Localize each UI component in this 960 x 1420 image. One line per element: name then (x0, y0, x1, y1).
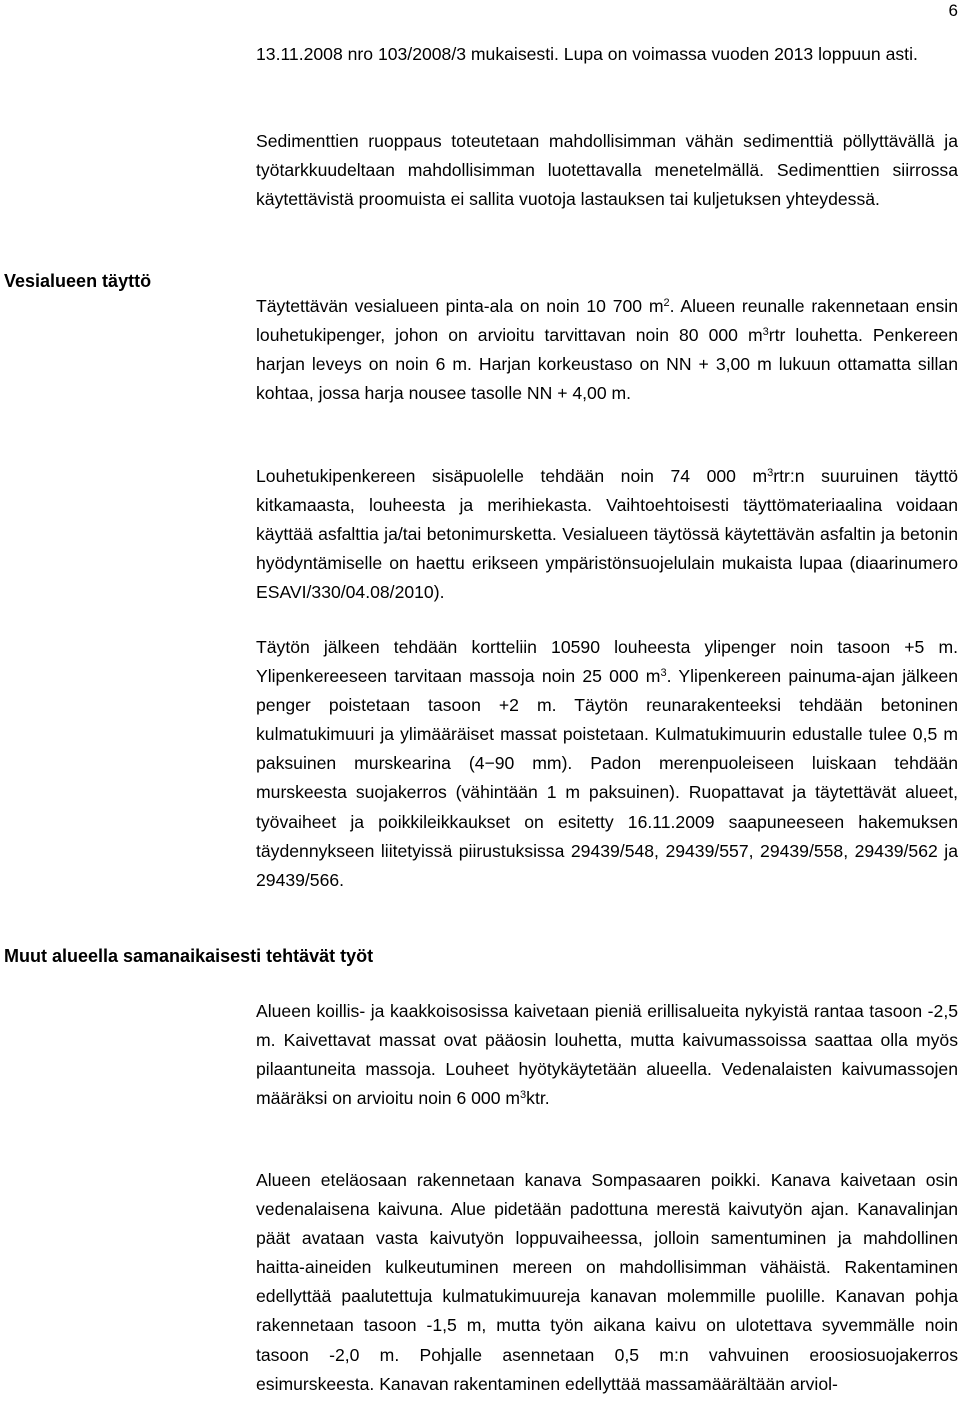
superscript: 3 (660, 667, 667, 680)
text-run: Alueen koillis- ja kaakkoisosissa kaivetaan pieniä erillisalueita nykyistä rantaa tasoon -2,5 m. Kaivettavat massat ovat pääosin louhetta, mutta kaivumassoissa saattaa olla myös pilaantuneita massoja. Louheet hyötykäytetään alueella. Vedenalaisten kaivumassojen määräksi on arvioitu noin 6 000 m (256, 1001, 958, 1109)
page-number: 6 (948, 1, 958, 20)
paragraph-overfill (256, 633, 958, 895)
text-run: ktr. (526, 1088, 550, 1109)
section-heading-other-works: Muut alueella samanaikaisesti tehtävät työt (4, 946, 374, 966)
paragraph-fill-materials (256, 462, 958, 607)
text-run: Täytön jälkeen tehdään kortteliin 10590 louheesta ylipenger noin tasoon +5 m. Ylipenkereeseen tarvitaan massoja noin 25 000 m (256, 637, 958, 687)
text-run: . Ylipenkereen painuma-ajan jälkeen penger poistetaan tasoon +2 m. Täytön reunarakenteeksi tehdään betoninen kulmatukimuuri ja ylimääräiset massat poistetaan. Kulmatukimuurin edustalle tulee 0,5 m paksuinen murskearina (4−90 mm). Padon merenpuoleiseen luiskaan tehdään murskeesta suojakerros (vähintään 1 m paksuinen). Ruopattavat ja täytettävät alueet, työvaiheet ja poikkileikkaukset on esitetty 16.11.2009 saapuneeseen hakemuksen täydennykseen liitetyissä piirustuksissa 29439/548, 29439/557, 29439/558, 29439/562 ja 29439/566. (256, 666, 958, 890)
text-run: Louhetukipenkereen sisäpuolelle tehdään noin 74 000 m (256, 466, 768, 486)
paragraph-canal: Alueen eteläosaan rakennetaan kanava Sompasaaren poikki. Kanava kaivetaan osin vedenalaisena kaivuna. Alue pidetään padottuna merestä kaivutyön ajan. Kanavalinjan päät avataan vasta kaivutyön loppuvaiheessa, jolloin samentuminen ja mahdollinen haitta-aineiden kulkeutuminen mereen on mahdollisimman vähäistä. Rakentaminen edellyttää paalutettuja kulmatukimuureja kanavan molemmille puolille. Kanavan pohja rakennetaan tasoon -1,5 m, mutta työn aikana kaivu on ulotettava syvemmälle noin tasoon -2,0 m. Pohjalle asennetaan 0,5 m:n vahvuinen eroosiosuojakerros esimurskeesta. Kanavan rakentaminen edellyttää massamäärältään arviol- (256, 1170, 958, 1394)
superscript: 3 (520, 1089, 527, 1102)
text-run: rtr:n suuruinen täyttö kitkamaasta, louheesta ja merihiekasta. Vaihtoehtoisesti täyttömateriaalina voidaan käyttää asfalttia ja/tai betonimursketta. Vesialueen täytössä käytettävän asfaltin ja betonin hyödyntämiselle on haettu erikseen ympäristönsuojelulain mukaista lupaa (diaarinumero ESAVI/330/04.08/2010). (256, 466, 958, 603)
superscript: 3 (767, 467, 774, 479)
paragraph-permit-validity: 13.11.2008 nro 103/2008/3 mukaisesti. Lupa on voimassa vuoden 2013 loppuun asti. (256, 44, 918, 64)
paragraph-fill-area (256, 292, 958, 408)
text-run: rtr louhetta. Penkereen harjan leveys on noin 6 m. Harjan korkeustaso on NN + 3,00 m lukuun ottamatta sillan kohtaa, jossa harja nousee tasolle NN + 4,00 m. (256, 325, 958, 404)
paragraph-dredging-method: Sedimenttien ruoppaus toteutetaan mahdollisimman vähän sedimenttiä pöllyttävällä ja työtarkkuudeltaan mahdollisimman luotettavalla menetelmällä. Sedimenttien siirrossa käytettävistä proomuista ei sallita vuotoja lastauksen tai kuljetuksen yhteydessä. (256, 131, 958, 210)
superscript: 3 (762, 326, 769, 339)
text-run: . Alueen reunalle rakennetaan ensin louhetukipenger, johon on arvioitu tarvittavan noin 80 000 m (256, 296, 958, 346)
section-heading-fill: Vesialueen täyttö (4, 271, 152, 291)
text-run: Täytettävän vesialueen pinta-ala on noin 10 700 m (256, 296, 664, 316)
superscript: 2 (663, 297, 670, 309)
paragraph-excavation (256, 997, 958, 1113)
